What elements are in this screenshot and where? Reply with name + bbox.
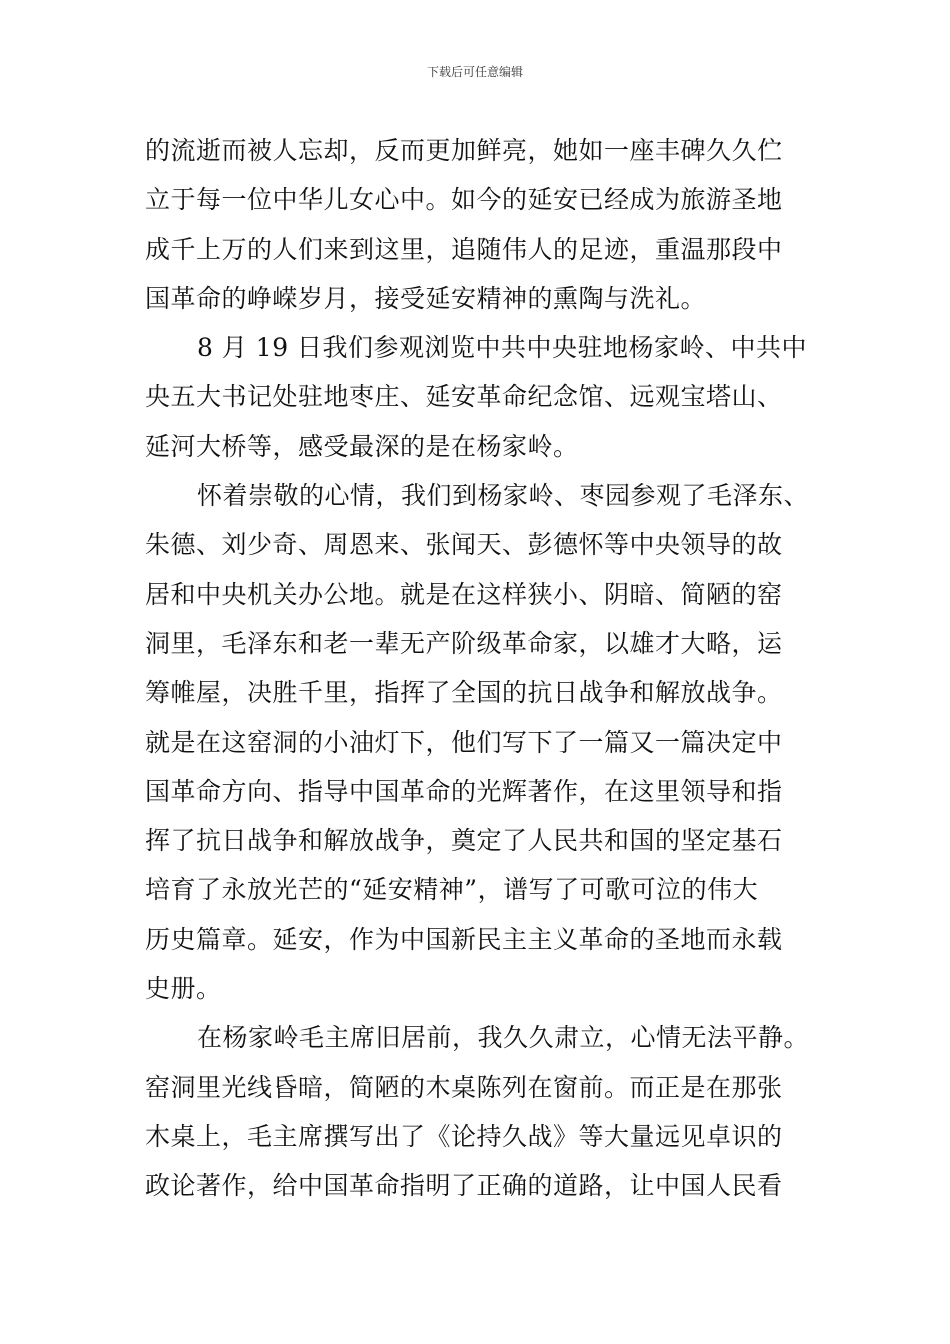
text-line: 木桌上，毛主席撰写出了《论持久战》等大量远见卓识的 xyxy=(145,1121,783,1151)
paragraph-first-line: 8 月 19 日我们参观浏览中共中央驻地杨家岭、中共中 xyxy=(197,333,808,363)
text-line: 就是在这窑洞的小油灯下，他们写下了一篇又一篇决定中 xyxy=(145,727,783,757)
text-line: 央五大书记处驻地枣庄、延安革命纪念馆、远观宝塔山、 xyxy=(145,382,783,412)
text-line: 史册。 xyxy=(145,974,222,1004)
text-line: 培育了永放光芒的“延安精神”，谱写了可歌可泣的伟大 xyxy=(145,875,759,905)
text-line: 国革命方向、指导中国革命的光辉著作，在这里领导和指 xyxy=(145,776,783,806)
text-line: 朱德、刘少奇、周恩来、张闻天、彭德怀等中央领导的故 xyxy=(145,530,783,560)
text-line: 国革命的峥嵘岁月，接受延安精神的熏陶与洗礼。 xyxy=(145,283,707,313)
text-line: 洞里，毛泽东和老一辈无产阶级革命家，以雄才大略，运 xyxy=(145,628,783,658)
text-line: 政论著作，给中国革命指明了正确的道路，让中国人民看 xyxy=(145,1171,783,1201)
text-line: 筹帷屋，决胜千里，指挥了全国的抗日战争和解放战争。 xyxy=(145,678,783,708)
text-line: 延河大桥等，感受最深的是在杨家岭。 xyxy=(145,431,579,461)
page-header: 下载后可任意编辑 xyxy=(426,65,523,79)
text-line: 的流逝而被人忘却，反而更加鲜亮，她如一座丰碑久久伫 xyxy=(145,136,783,165)
text-line: 挥了抗日战争和解放战争，奠定了人民共和国的坚定基石 xyxy=(145,826,783,856)
paragraph-first-line: 怀着崇敬的心情，我们到杨家岭、枣园参观了毛泽东、 xyxy=(197,481,810,511)
text-line: 成千上万的人们来到这里，追随伟人的足迹，重温那段中 xyxy=(145,234,783,264)
paragraph-first-line: 在杨家岭毛主席旧居前，我久久肃立，心情无法平静。 xyxy=(197,1023,810,1053)
text-line: 居和中央机关办公地。就是在这样狭小、阴暗、简陋的窑 xyxy=(145,579,783,609)
document-body xyxy=(145,126,835,1211)
text-line: 历史篇章。延安，作为中国新民主主义革命的圣地而永载 xyxy=(145,924,783,954)
text-line: 立于每一位中华儿女心中。如今的延安已经成为旅游圣地 xyxy=(145,185,783,215)
text-line: 窑洞里光线昏暗，简陋的木桌陈列在窗前。而正是在那张 xyxy=(145,1072,783,1102)
